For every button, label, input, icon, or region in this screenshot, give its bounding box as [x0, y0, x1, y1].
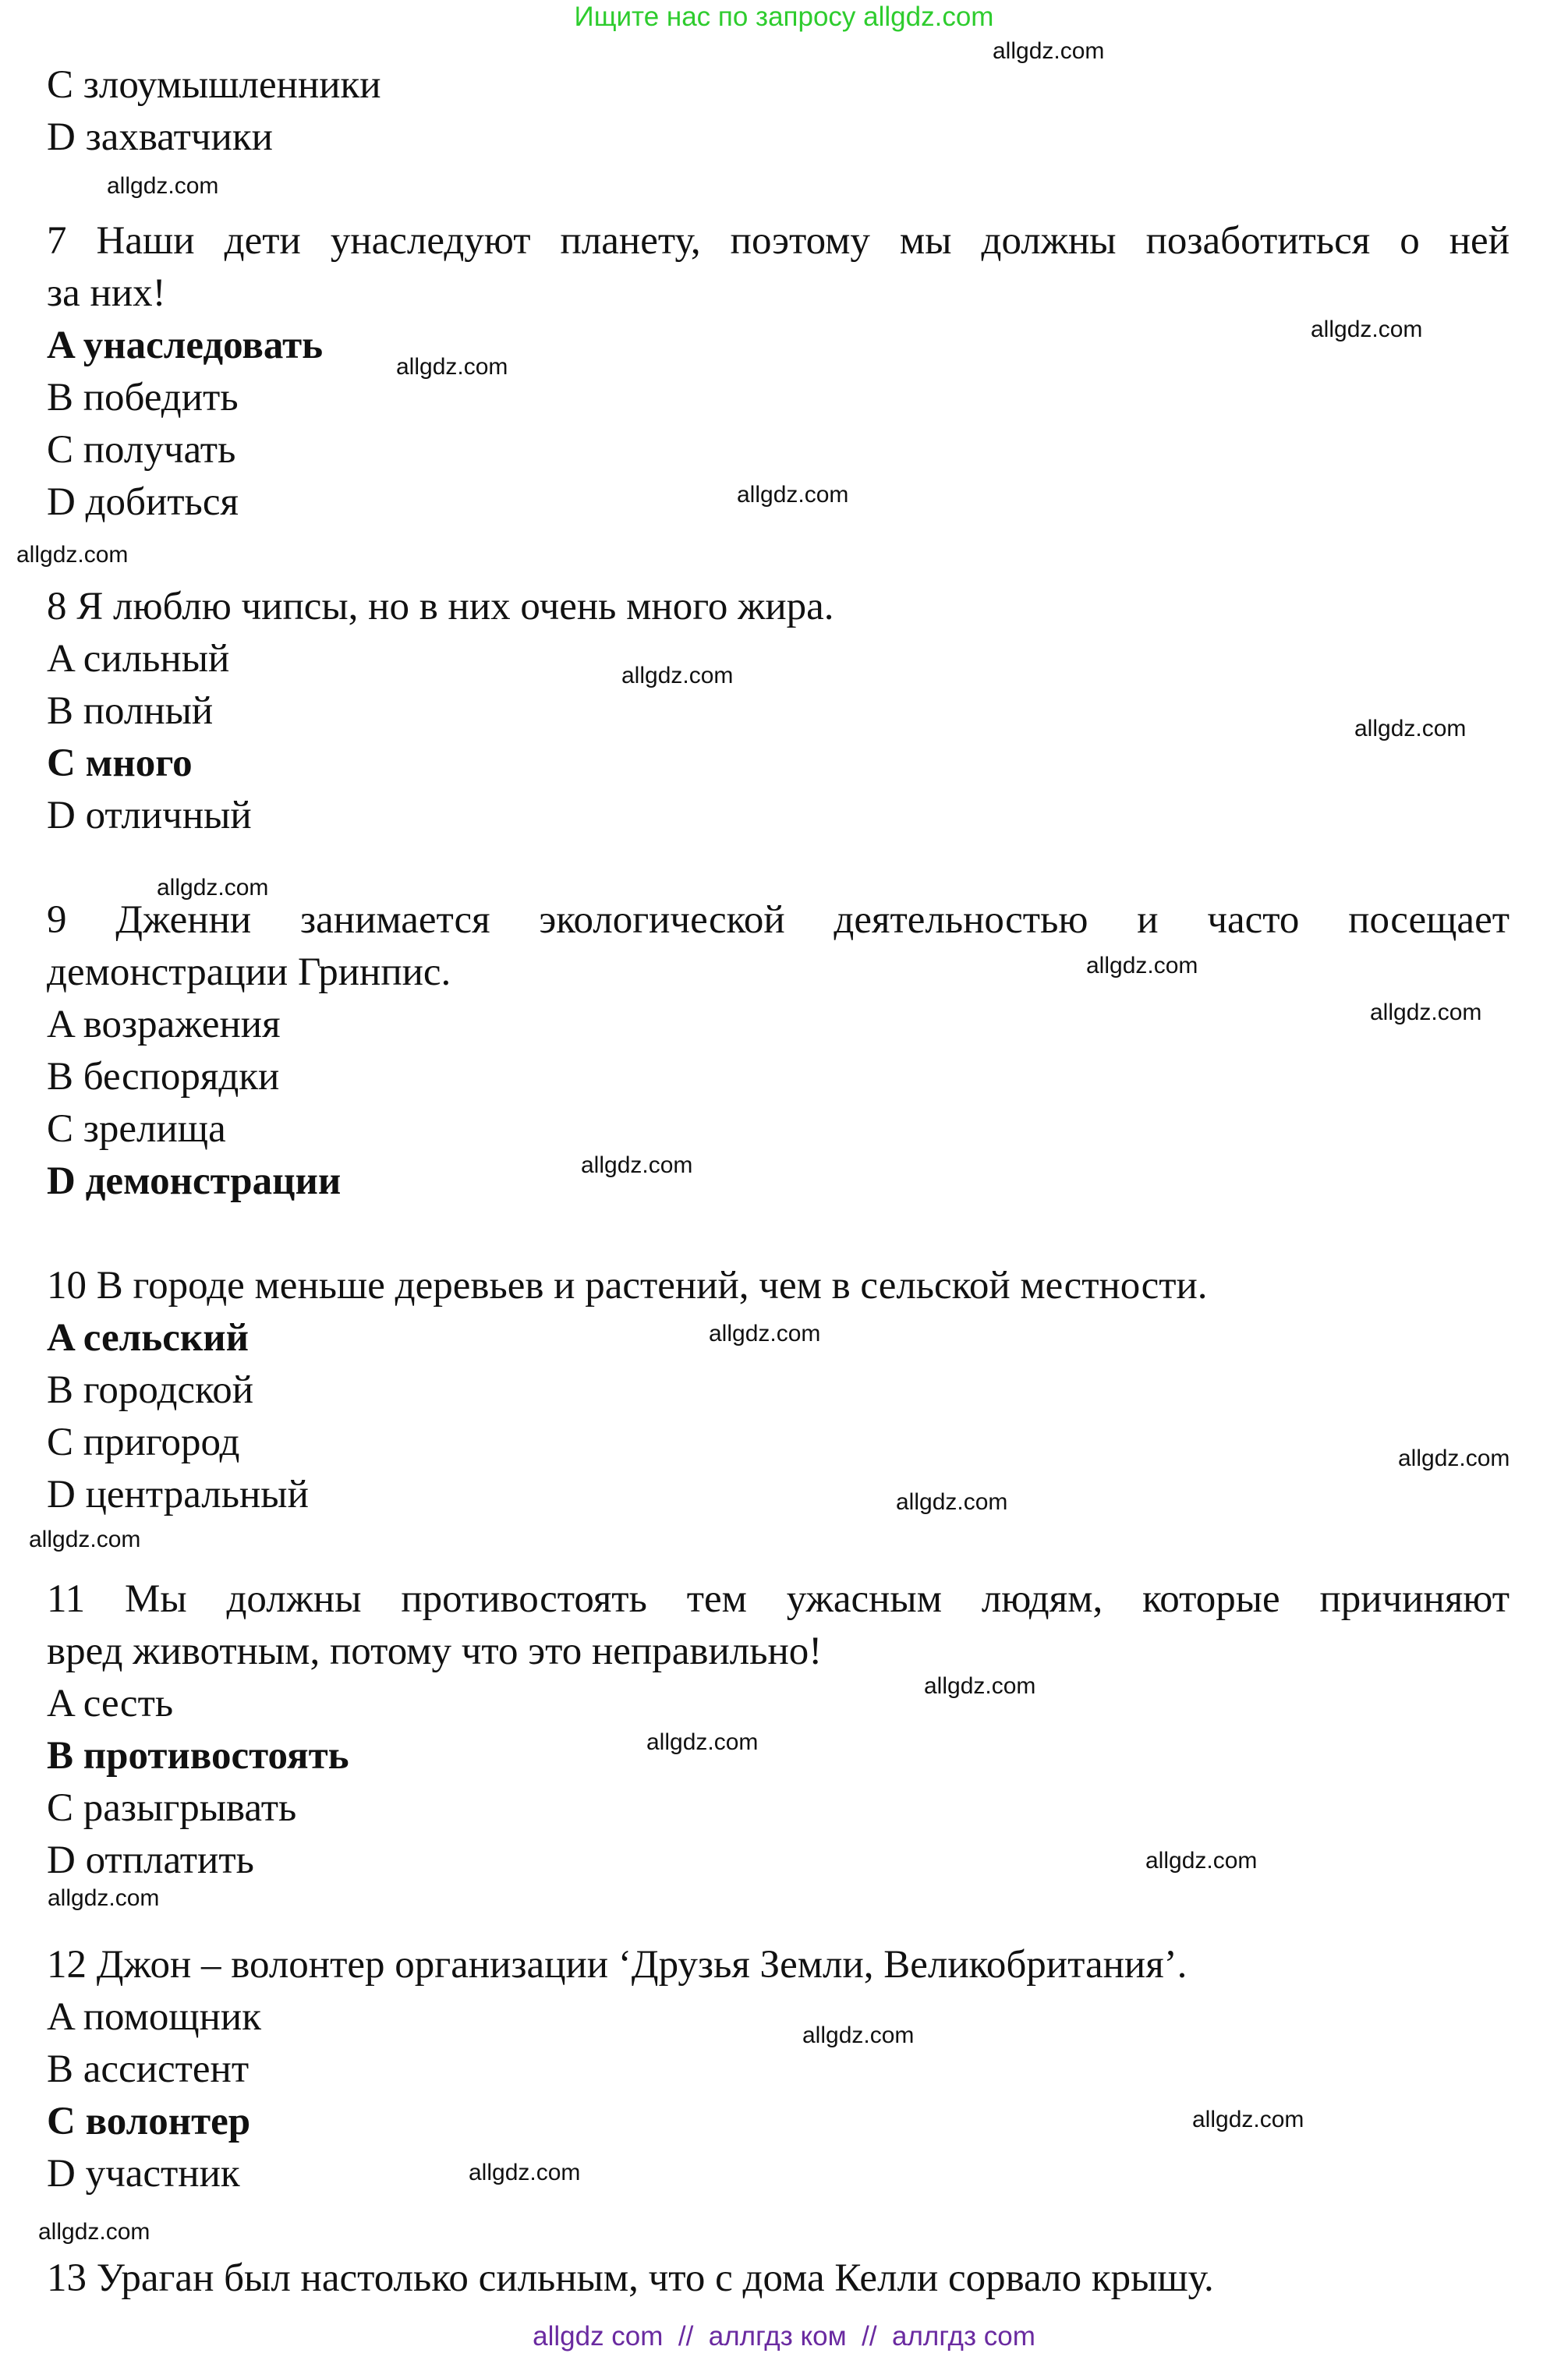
q12-option-c: C волонтер — [47, 2100, 251, 2143]
prev-option-d: D захватчики — [47, 115, 273, 159]
prev-option-c: C злоумышленники — [47, 63, 381, 107]
watermark: allgdz.com — [38, 2219, 150, 2245]
watermark: allgdz.com — [646, 1729, 759, 1755]
watermark: allgdz.com — [157, 875, 269, 901]
q12-option-d: D участник — [47, 2152, 240, 2196]
watermark: allgdz.com — [924, 1673, 1036, 1699]
watermark: allgdz.com — [621, 663, 734, 688]
q9-text-line2: демонстрации Гринпис. — [47, 950, 451, 994]
q8-option-b: B полный — [47, 689, 214, 733]
watermark: allgdz.com — [1398, 1446, 1510, 1471]
watermark: allgdz.com — [581, 1152, 693, 1178]
watermark: allgdz.com — [1192, 2107, 1304, 2132]
q7-option-c: C получать — [47, 428, 236, 472]
watermark: allgdz.com — [16, 542, 129, 568]
q10-option-a: A сельский — [47, 1316, 250, 1360]
watermark: allgdz.com — [737, 482, 849, 508]
watermark: allgdz.com — [469, 2160, 581, 2185]
q7-text-line1: 7 Наши дети унаследуют планету, поэтому мы должны позаботиться о ней — [47, 219, 1510, 263]
watermark: allgdz.com — [29, 1527, 141, 1552]
watermark: allgdz.com — [709, 1321, 821, 1347]
watermark: allgdz.com — [396, 354, 508, 380]
q7-option-d: D добиться — [47, 480, 239, 524]
watermark: allgdz.com — [1354, 716, 1467, 741]
q11-option-c: C разыгрывать — [47, 1786, 297, 1830]
watermark: allgdz.com — [48, 1885, 160, 1911]
q9-option-b: B беспорядки — [47, 1055, 280, 1099]
q11-text-line1: 11 Мы должны противостоять тем ужасным людям, которые причиняют — [47, 1577, 1510, 1621]
q10-option-b: B городской — [47, 1368, 254, 1412]
footer-banner[interactable]: allgdz com // аллгдз ком // аллгдз com — [533, 2321, 1035, 2352]
watermark: allgdz.com — [993, 38, 1105, 64]
q12-option-b: B ассистент — [47, 2047, 250, 2091]
watermark: allgdz.com — [896, 1489, 1008, 1515]
q10-option-c: C пригород — [47, 1421, 240, 1464]
q10-text-line1: 10 В городе меньше деревьев и растений, чем в сельской местности. — [47, 1264, 1208, 1308]
q9-option-a: A возражения — [47, 1003, 281, 1046]
header-banner[interactable]: Ищите нас по запросу allgdz.com — [574, 2, 994, 32]
q8-option-c: C много — [47, 741, 193, 785]
watermark: allgdz.com — [1145, 1848, 1258, 1874]
q9-option-c: C зрелища — [47, 1107, 226, 1151]
q8-option-a: A сильный — [47, 637, 230, 681]
q7-text-line2: за них! — [47, 271, 166, 315]
q11-text-line2: вред животным, потому что это неправильно! — [47, 1630, 823, 1673]
q11-option-a: A сесть — [47, 1682, 174, 1725]
q8-text-line1: 8 Я люблю чипсы, но в них очень много жира. — [47, 585, 834, 628]
q12-text-line1: 12 Джон – волонтер организации ‘Друзья Земли, Великобритания’. — [47, 1943, 1188, 1987]
watermark: allgdz.com — [802, 2022, 915, 2048]
q11-option-b: B противостоять — [47, 1734, 349, 1778]
q7-option-a: A унаследовать — [47, 324, 324, 367]
q8-option-d: D отличный — [47, 794, 252, 837]
q12-option-a: A помощник — [47, 1995, 261, 2039]
q11-option-d: D отплатить — [47, 1838, 254, 1882]
q9-text-line1: 9 Дженни занимается экологической деятельностью и часто посещает — [47, 898, 1510, 942]
q9-option-d: D демонстрации — [47, 1159, 342, 1203]
watermark: allgdz.com — [1311, 317, 1423, 342]
q10-option-d: D центральный — [47, 1473, 309, 1516]
q13-text-line1: 13 Ураган был настолько сильным, что с дома Келли сорвало крышу. — [47, 2256, 1214, 2300]
watermark: allgdz.com — [1370, 1000, 1482, 1025]
watermark: allgdz.com — [1086, 953, 1198, 978]
watermark: allgdz.com — [107, 173, 219, 199]
q7-option-b: B победить — [47, 376, 239, 419]
